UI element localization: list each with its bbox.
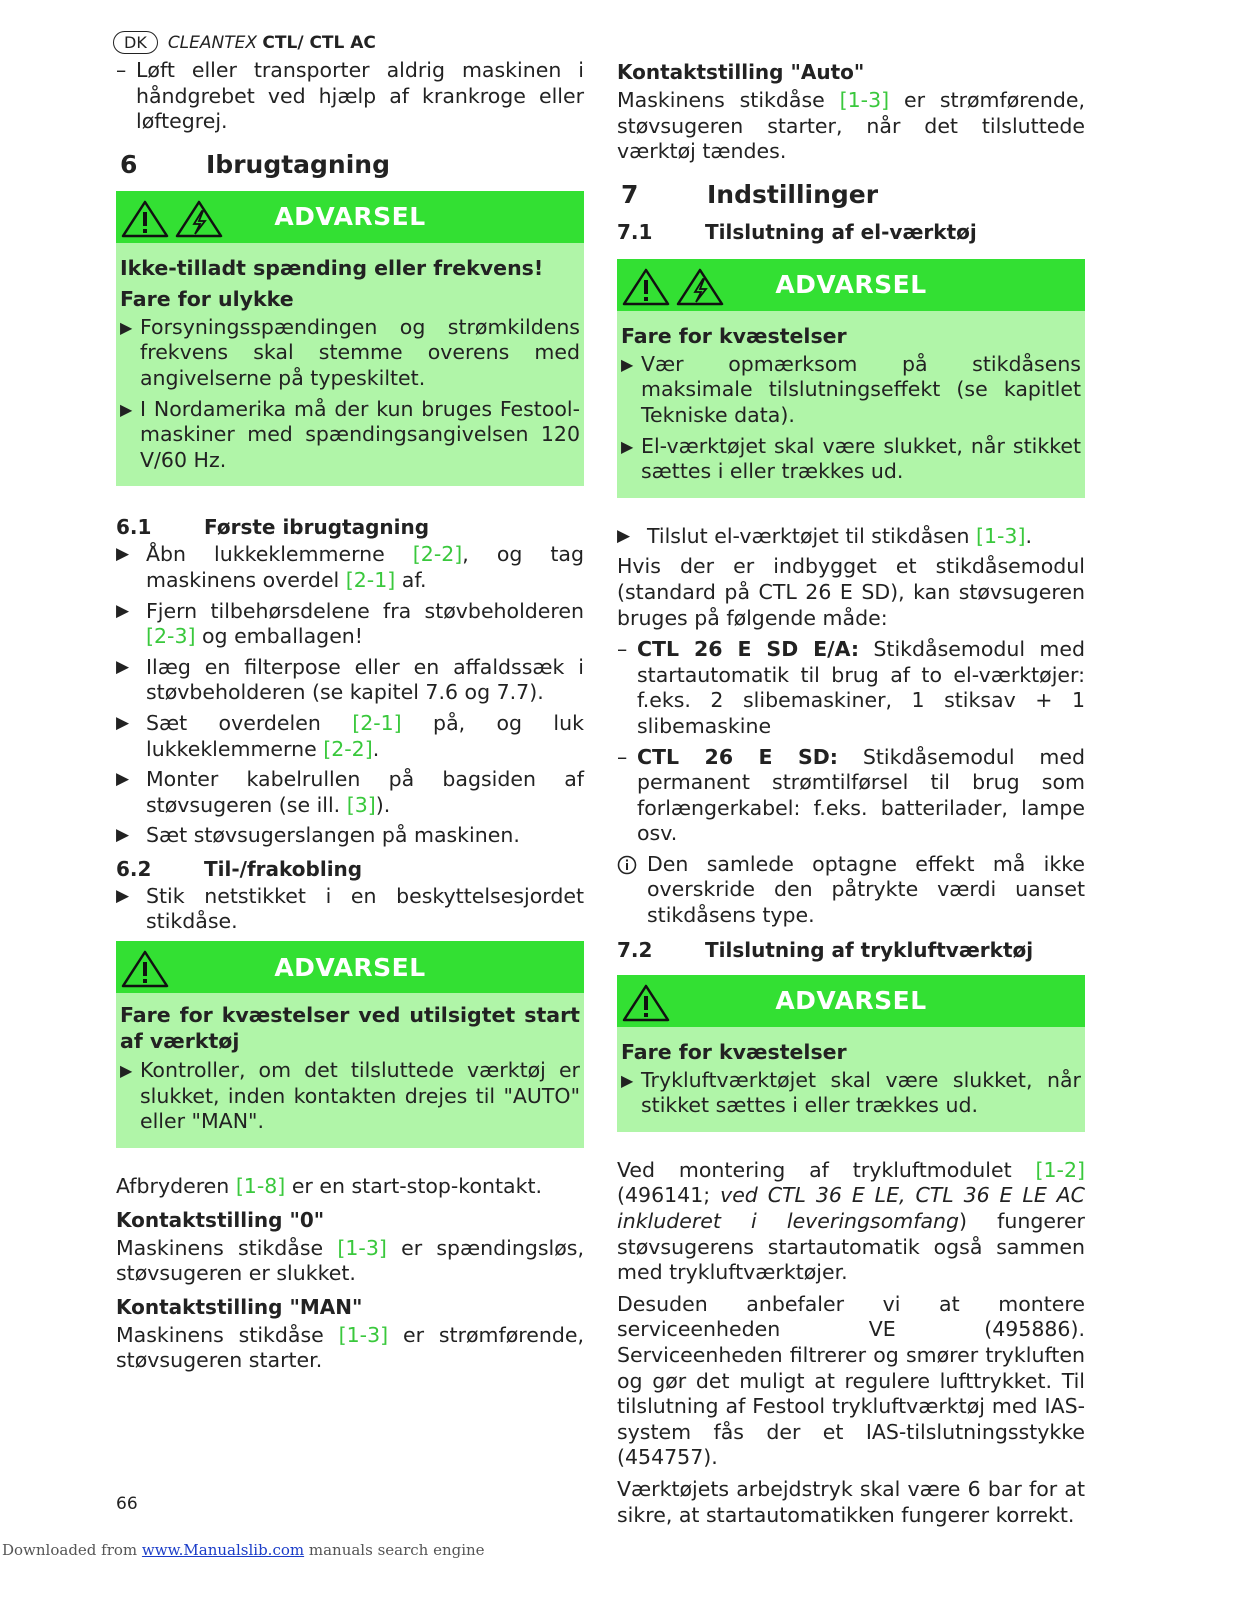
paragraph: Desuden anbefaler vi at montere serviceenheden VE (495886). Serviceenheden filtrerer og smører trykluften og gør det muligt at regulere lufttrykket. Til tilslutning af Festool trykluftværktøj med IAS-system fås der et IAS-tilslutningsstykke (454757). bbox=[617, 1291, 1085, 1470]
warning-triangle-icon bbox=[120, 199, 170, 239]
list-item: ▶ Ilæg en filterpose eller en affaldssæk i støvbeholderen (se kapitel 7.6 og 7.7). bbox=[116, 654, 584, 705]
list-item: – Løft eller transporter aldrig maskinen i håndgrebet ved hjælp af krankroge eller løftegrej. bbox=[116, 58, 584, 134]
list-item: ▶ Åbn lukkeklemmerne [2-2], og tag maskinens overdel [2-1] af. bbox=[116, 542, 585, 592]
list-item: ▶ Sæt støvsugerslangen på maskinen. bbox=[116, 823, 520, 848]
list-item: ▶ Stik netstikket i en beskyttelsesjordet stikdåse. bbox=[116, 883, 584, 934]
electric-hazard-icon bbox=[675, 267, 725, 307]
paragraph: Maskinens stikdåse [1-3] er spændingsløs, støvsugeren er slukket. bbox=[116, 1235, 584, 1286]
info-note: Den samlede optagne effekt må ikke overskride den påtrykte værdi uanset stikdåsens type. bbox=[617, 852, 1085, 929]
sub-heading: Kontaktstilling "0" bbox=[116, 1207, 325, 1232]
list-item: ▶ Kontroller, om det tilsluttede værktøj er slukket, inden kontakten drejes til "AUTO" eller "MAN". bbox=[120, 1058, 580, 1134]
list-item: ▶ Fjern tilbehørsdelene fra støvbeholderen [2-3] og emballagen! bbox=[116, 598, 584, 649]
paragraph: Maskinens stikdåse [1-3] er strømførende, støvsugeren starter. bbox=[116, 1322, 584, 1373]
paragraph: Værktøjets arbejdstryk skal være 6 bar for at sikre, at startautomatikken fungerer korrekt. bbox=[617, 1476, 1085, 1527]
list-item: ▶ Sæt overdelen [2-1] på, og luk lukkeklemmerne [2-2]. bbox=[116, 710, 584, 761]
warning-triangle-icon bbox=[120, 949, 170, 989]
page-header bbox=[113, 31, 376, 54]
warning-triangle-icon bbox=[621, 267, 671, 307]
list-item: ▶ Monter kabelrullen på bagsiden af støvsugeren (se ill. [3]). bbox=[116, 767, 584, 817]
paragraph: Afbryderen [1-8] er en start-stop-kontakt. bbox=[116, 1174, 543, 1199]
list-item: ▶ Vær opmærksom på stikdåsens maksimale tilslutningseffekt (se kapitlet Tekniske data). bbox=[621, 351, 1081, 427]
electric-hazard-icon bbox=[174, 199, 224, 239]
download-footer: Downloaded from www.Manualslib.com manuals search engine bbox=[2, 1541, 485, 1559]
warning-subtitle: Fare for kvæstelser ved utilsigtet start af værktøj bbox=[120, 1003, 580, 1053]
brand-name: CLEANTEX bbox=[167, 32, 258, 53]
section-heading: 6.1 Første ibrugtagning bbox=[116, 515, 430, 540]
section-heading: 7 Indstillinger bbox=[621, 180, 879, 210]
warning-subtitle: Fare for kvæstelser bbox=[621, 1039, 847, 1064]
list-item: ▶ El-værktøjet skal være slukket, når stikket sættes i eller trækkes ud. bbox=[621, 433, 1081, 484]
section-heading: 6 Ibrugtagning bbox=[120, 150, 390, 180]
model-name: CTL/ CTL AC bbox=[262, 32, 376, 53]
warning-subtitle: Fare for ulykke bbox=[120, 286, 294, 311]
paragraph: Ved montering af trykluftmodulet [1-2] (496141; ved CTL 36 E LE, CTL 36 E LE AC inkluderet i leveringsomfang) fungerer støvsugerens startautomatik også sammen med trykluftværktøjer. bbox=[617, 1157, 1085, 1285]
warning-box bbox=[116, 941, 584, 1148]
right-column bbox=[617, 58, 1085, 1534]
warning-subtitle: Fare for kvæstelser bbox=[621, 323, 847, 348]
section-heading: 7.1 Tilslutning af el-værktøj bbox=[617, 219, 977, 244]
list-item: – CTL 26 E SD: Stikdåsemodul med permanent strømtilførsel til brug som forlængerkabel: f.eks. batterilader, lampe osv. bbox=[617, 744, 1086, 846]
list-item: ▶ Trykluftværktøjet skal være slukket, når stikket sættes i eller trækkes ud. bbox=[621, 1067, 1081, 1118]
sub-heading: Kontaktstilling "MAN" bbox=[116, 1294, 363, 1319]
page-number: 66 bbox=[116, 1494, 138, 1514]
warning-title: ADVARSEL bbox=[274, 202, 426, 232]
warning-box bbox=[617, 259, 1085, 498]
list-item: ▶ Tilslut el-værktøjet til stikdåsen [1-3]. bbox=[617, 523, 1032, 548]
info-icon bbox=[617, 855, 637, 875]
manualslib-link[interactable]: www.Manualslib.com bbox=[141, 1541, 305, 1559]
language-badge: DK bbox=[113, 31, 158, 54]
list-item: ▶ Forsyningsspændingen og strømkildens frekvens skal stemme overens med angivelserne på typeskiltet. bbox=[120, 314, 580, 390]
section-heading: 7.2 Tilslutning af trykluftværktøj bbox=[617, 937, 1034, 962]
section-heading: 6.2 Til-/frakobling bbox=[116, 856, 363, 881]
sub-heading: Kontaktstilling "Auto" bbox=[617, 60, 865, 84]
list-item: ▶ I Nordamerika må der kun bruges Festool-maskiner med spændingsangivelsen 120 V/60 Hz. bbox=[120, 396, 580, 472]
left-column bbox=[116, 58, 584, 1380]
warning-box bbox=[116, 191, 584, 487]
paragraph: Maskinens stikdåse [1-3] er strømførende, støvsugeren starter, når det tilsluttede værktøj tændes. bbox=[617, 88, 1085, 164]
warning-subtitle: Ikke-tilladt spænding eller frekvens! bbox=[120, 255, 544, 280]
warning-box bbox=[617, 975, 1085, 1132]
warning-title: ADVARSEL bbox=[775, 986, 927, 1016]
list-item: – CTL 26 E SD E/A: Stikdåsemodul med startautomatik til brug af to el-værktøjer: f.eks. 2 slibemaskiner, 1 stiksav + 1 slibemaskine bbox=[617, 637, 1085, 738]
paragraph: Hvis der er indbygget et stikdåsemodul (standard på CTL 26 E SD), kan støvsugeren bruges på følgende måde: bbox=[617, 554, 1085, 630]
warning-title: ADVARSEL bbox=[775, 270, 927, 300]
warning-triangle-icon bbox=[621, 983, 671, 1023]
warning-title: ADVARSEL bbox=[274, 952, 426, 982]
